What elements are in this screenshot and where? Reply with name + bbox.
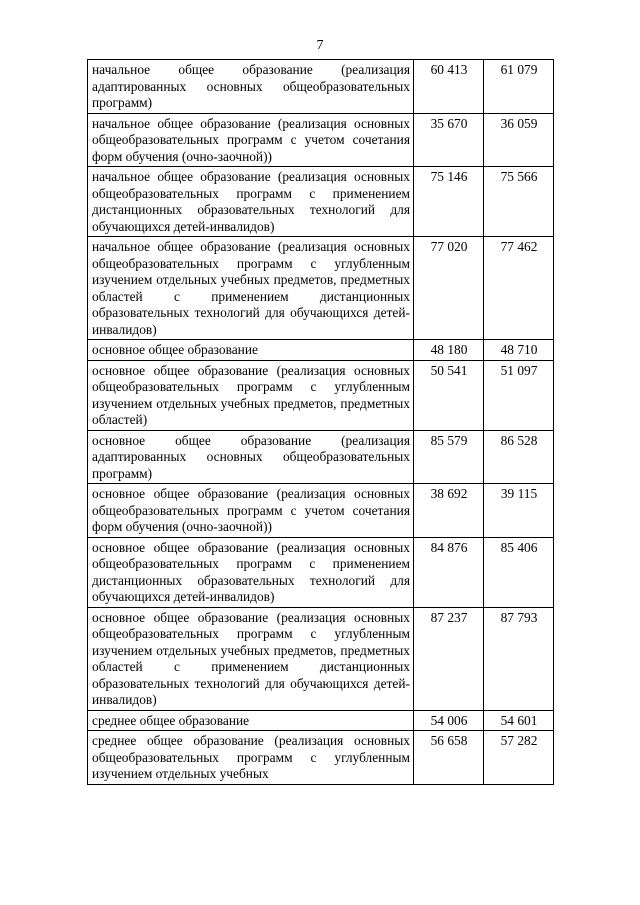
value-year2: 51 097 <box>484 360 554 430</box>
row-description: начальное общее образование (реализация основных общеобразовательных программ с учетом сочетания форм обучения (очно-заочной)) <box>88 113 414 167</box>
page-number: 7 <box>316 38 324 53</box>
table-row <box>88 113 554 167</box>
value-year1: 75 146 <box>414 167 484 237</box>
value-year2: 85 406 <box>484 537 554 607</box>
value-year1: 50 541 <box>414 360 484 430</box>
table-row <box>88 237 554 340</box>
row-description: основное общее образование (реализация адаптированных основных общеобразовательных программ) <box>88 430 414 484</box>
value-year2: 61 079 <box>484 60 554 114</box>
value-year1: 77 020 <box>414 237 484 340</box>
value-year2: 57 282 <box>484 731 554 785</box>
table-row <box>88 60 554 114</box>
value-year1: 84 876 <box>414 537 484 607</box>
value-year2: 75 566 <box>484 167 554 237</box>
value-year1: 35 670 <box>414 113 484 167</box>
table-row <box>88 167 554 237</box>
table-row <box>88 537 554 607</box>
table-row <box>88 484 554 538</box>
value-year2: 86 528 <box>484 430 554 484</box>
row-description: основное общее образование <box>88 340 414 361</box>
table-row <box>88 430 554 484</box>
row-description: основное общее образование (реализация основных общеобразовательных программ с углубленным изучением отдельных учебных предметов, предметных областей с применением дистанционных образовательных технологий для обучающихся детей-инвалидов) <box>88 607 414 710</box>
row-description: начальное общее образование (реализация основных общеобразовательных программ с углубленным изучением отдельных учебных предметов, предметных областей с применением дистанционных образовательных технологий для обучающихся детей-инвалидов) <box>88 237 414 340</box>
row-description: основное общее образование (реализация основных общеобразовательных программ с применением дистанционных образовательных технологий для обучающихся детей-инвалидов) <box>88 537 414 607</box>
row-description: среднее общее образование (реализация основных общеобразовательных программ с углубленным изучением отдельных учебных <box>88 731 414 785</box>
table-row <box>88 360 554 430</box>
value-year2: 36 059 <box>484 113 554 167</box>
table-row <box>88 710 554 731</box>
row-description: среднее общее образование <box>88 710 414 731</box>
row-description: начальное общее образование (реализация адаптированных основных общеобразовательных программ) <box>88 60 414 114</box>
cost-table <box>87 59 554 785</box>
value-year2: 77 462 <box>484 237 554 340</box>
value-year1: 38 692 <box>414 484 484 538</box>
value-year1: 54 006 <box>414 710 484 731</box>
value-year1: 48 180 <box>414 340 484 361</box>
value-year1: 87 237 <box>414 607 484 710</box>
row-description: основное общее образование (реализация основных общеобразовательных программ с учетом сочетания форм обучения (очно-заочной)) <box>88 484 414 538</box>
value-year1: 56 658 <box>414 731 484 785</box>
table-row <box>88 607 554 710</box>
table-row <box>88 731 554 785</box>
table-row <box>88 340 554 361</box>
row-description: основное общее образование (реализация основных общеобразовательных программ с углубленным изучением отдельных учебных предметов, предметных областей) <box>88 360 414 430</box>
value-year2: 48 710 <box>484 340 554 361</box>
row-description: начальное общее образование (реализация основных общеобразовательных программ с применением дистанционных образовательных технологий для обучающихся детей-инвалидов) <box>88 167 414 237</box>
value-year2: 54 601 <box>484 710 554 731</box>
value-year1: 60 413 <box>414 60 484 114</box>
value-year1: 85 579 <box>414 430 484 484</box>
value-year2: 87 793 <box>484 607 554 710</box>
value-year2: 39 115 <box>484 484 554 538</box>
